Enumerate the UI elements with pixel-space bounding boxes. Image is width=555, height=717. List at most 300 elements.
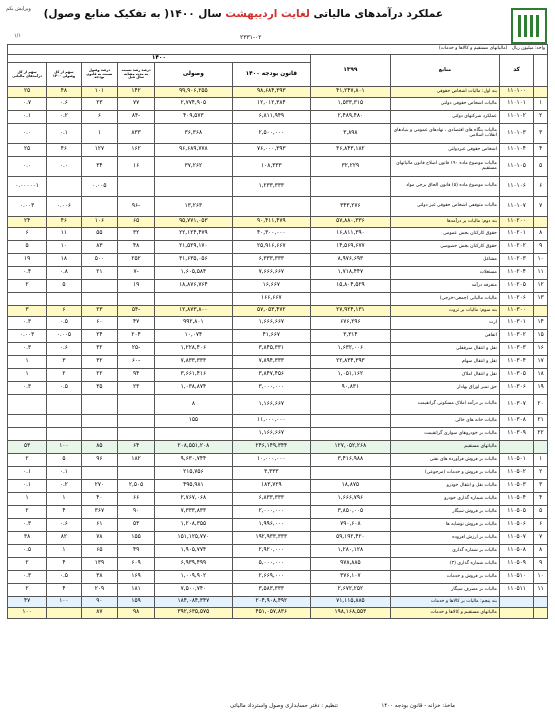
row-number: ۱۸ — [534, 369, 548, 382]
version-label: ویرایش یکم — [6, 6, 31, 12]
row-code: ۱۱۰۲۰۲ — [499, 241, 533, 254]
row-name: مالیات بر مصرف سیگار — [391, 584, 500, 597]
table-row — [8, 441, 548, 454]
value-pct-law: ۶۵ — [81, 545, 118, 558]
prepared-by: تنظیم : دفتر حسابداری وصول واسترداد مالیاتی — [230, 703, 338, 709]
value-law: ۴۰,۳۰۰,۰۰۰ — [232, 228, 310, 241]
value-share-sub: ۲ — [8, 454, 47, 467]
value-pct-growth: ۱۶ — [118, 157, 155, 177]
row-number: ۲۲ — [534, 428, 548, 441]
value-pct-law: ۵۰۰ — [81, 254, 118, 267]
table-row — [8, 454, 548, 467]
row-code: ۱۱۰۱۰۲ — [499, 111, 533, 124]
value-share-total: ۰.۵ — [47, 317, 81, 330]
value-share-total — [47, 293, 81, 306]
value-share-sub: ۲ — [8, 558, 47, 571]
value-share-total: ۲ — [47, 369, 81, 382]
value-law: ۲۴۶,۱۴۹,۳۴۴ — [232, 441, 310, 454]
value-pct-law: ۲۱ — [81, 267, 118, 280]
row-code: ۱۱۰۳۰۶ — [499, 382, 533, 395]
row-code: ۱۱۰۵۰۴ — [499, 493, 533, 506]
value-share-total — [47, 608, 81, 619]
value-pct-growth: ۱۹ — [118, 280, 155, 293]
row-code: ۱۱۰۳۰۰ — [499, 306, 533, 317]
table-row — [8, 267, 548, 280]
value-share-total: ۱ — [47, 545, 81, 558]
table-row — [8, 317, 548, 330]
col-1399: ۱۳۹۹ — [310, 55, 390, 87]
value-share-total: ۰.۶ — [47, 98, 81, 111]
value-pct-law: ۵۵ — [81, 228, 118, 241]
value-pct-growth: -۶۰ — [118, 356, 155, 369]
value-share-total: ۰.۰۰۵ — [47, 330, 81, 343]
value-pct-growth — [118, 177, 155, 197]
value-pct-growth: ۸۳۳ — [118, 124, 155, 144]
row-code: ۱۱۰۵۱۱ — [499, 584, 533, 597]
value-pct-growth: ۱۶۲ — [118, 144, 155, 157]
row-name: مالیات بر درآمد املاک مسکونی گرانقیمت — [391, 395, 500, 415]
row-number: ۱ — [534, 454, 548, 467]
value-collected: ۲۱,۵۲۹,۱۷۰ — [154, 241, 232, 254]
value-pct-growth: ۲,۵۰۵ — [118, 480, 155, 493]
value-pct-growth: ۴۷ — [118, 317, 155, 330]
value-1399 — [310, 177, 390, 197]
col-law: قانون بودجه ۱۴۰۰ — [232, 63, 310, 87]
value-share-total: ۴ — [47, 584, 81, 597]
value-1399: ۱,۵۳۳,۳۱۵ — [310, 98, 390, 111]
row-number: ۷ — [534, 197, 548, 217]
row-name: مالیات بر فروش سیگار — [391, 506, 500, 519]
value-pct-growth: ۲۰۴ — [118, 330, 155, 343]
value-law: ۱۸۳,۷۲۹ — [232, 480, 310, 493]
row-number: ۱۵ — [534, 330, 548, 343]
value-law: ۱,۲۳۳,۳۳۳ — [232, 177, 310, 197]
value-share-total — [47, 428, 81, 441]
value-pct-law: ۸۷ — [81, 608, 118, 619]
value-law: ۴۱,۶۶۷ — [232, 330, 310, 343]
value-share-sub: ۰.۱ — [8, 480, 47, 493]
value-pct-growth — [118, 293, 155, 306]
value-collected: ۳۹۲,۶۳۵,۵۷۵ — [154, 608, 232, 619]
value-1399: ۱۶,۸۱۱,۳۹۰ — [310, 228, 390, 241]
value-share-sub: ۲۴ — [8, 217, 47, 228]
value-pct-growth: ۲۳ — [118, 382, 155, 395]
value-pct-law: ۹۶ — [81, 454, 118, 467]
row-code: ۱۱۰۳۰۹ — [499, 428, 533, 441]
row-name: مالیات موضوع ماده ۱۹۰ قانون اصلاح قانون مالیاتهای مستقیم — [391, 157, 500, 177]
table-row — [8, 197, 548, 217]
row-number: ۵ — [534, 506, 548, 519]
table-row — [8, 111, 548, 124]
value-share-sub: ۲۵ — [8, 87, 47, 98]
value-law: ۲,۰۰۰,۰۰۰ — [232, 506, 310, 519]
value-pct-growth: ۹۴ — [118, 369, 155, 382]
table-subheader-row — [8, 45, 548, 55]
col-share-sub: سهم از کل درآمدهای مالیاتی — [8, 63, 47, 87]
value-law: ۲۵,۹۱۶,۶۶۷ — [232, 241, 310, 254]
value-law: ۳,۵۸۳,۳۳۳ — [232, 584, 310, 597]
value-share-total: ۰.۰ — [47, 157, 81, 177]
value-share-total: ۵ — [47, 280, 81, 293]
row-code: ۱۱۰۵۰۳ — [499, 480, 533, 493]
report-code: ۲۳۳۱-۰۲ — [240, 34, 262, 41]
value-law: ۲,۹۲۰,۰۰۰ — [232, 545, 310, 558]
row-code: ۱۱۰۳۰۷ — [499, 395, 533, 415]
row-code: ۱۱۰۲۰۶ — [499, 293, 533, 306]
organization-logo-icon — [511, 8, 547, 44]
row-name: مالیات مالیاتی (جمعی-خرجی) — [391, 293, 500, 306]
row-name: حق تمبر اوراق بهادار — [391, 382, 500, 395]
value-pct-growth: -۸۴ — [118, 111, 155, 124]
row-number: ۹ — [534, 241, 548, 254]
row-number — [534, 217, 548, 228]
value-share-sub: ۰.۰۰۳ — [8, 197, 47, 217]
table-row — [8, 571, 548, 584]
table-row — [8, 608, 548, 619]
value-pct-law: ۰.۰۰۵ — [81, 177, 118, 197]
value-share-sub: ۳ — [8, 306, 47, 317]
value-pct-growth: -۷ — [118, 267, 155, 280]
col-pct-law: درصد وصول نسبت به قانون بودجه — [81, 63, 118, 87]
value-collected: ۱۳,۲۶۳ — [154, 197, 232, 217]
value-law: ۶,۳۳۳,۳۳۳ — [232, 254, 310, 267]
value-collected — [154, 177, 232, 197]
row-number: ۱۰ — [534, 254, 548, 267]
value-collected: ۱,۲۰۸,۳۵۵ — [154, 519, 232, 532]
table-row — [8, 177, 548, 197]
value-collected: ۳,۶۶۱,۴۱۶ — [154, 369, 232, 382]
value-collected: ۷,۵۰۰,۷۴۰ — [154, 584, 232, 597]
value-pct-law — [81, 415, 118, 428]
row-code — [499, 441, 533, 454]
table-row — [8, 532, 548, 545]
row-number: ۶ — [534, 519, 548, 532]
row-name: حقوق کارکنان بخش خصوصی — [391, 241, 500, 254]
value-1399: ۱,۰۵۱,۱۶۲ — [310, 369, 390, 382]
value-pct-law: ۳۵ — [81, 382, 118, 395]
value-pct-law: ۳۲ — [81, 356, 118, 369]
value-1399: ۳۶,۸۴۳,۱۸۲ — [310, 144, 390, 157]
value-share-sub: ۰.۳ — [8, 571, 47, 584]
value-collected: ۹۹۲,۸۰۱ — [154, 317, 232, 330]
table-row — [8, 415, 548, 428]
value-collected: ۱,۰۰۹,۹۰۲ — [154, 571, 232, 584]
row-name: مستغلات — [391, 267, 500, 280]
row-code: ۱۱۰۳۰۲ — [499, 330, 533, 343]
row-name: مالیات بر خودروهای سواری گرانقیمت — [391, 428, 500, 441]
row-name: بند پنجم: مالیات بر کالاها و خدمات — [391, 597, 500, 608]
value-share-total: ۶ — [47, 306, 81, 317]
value-share-total: ۰.۶ — [47, 519, 81, 532]
value-share-sub: ۰.۰ — [8, 157, 47, 177]
value-pct-growth: ۶۴ — [118, 441, 155, 454]
value-law: ۱,۱۶۶,۶۶۷ — [232, 428, 310, 441]
value-1399: ۱,۶۶۶,۷۹۶ — [310, 493, 390, 506]
table-row — [8, 584, 548, 597]
row-number — [534, 597, 548, 608]
value-pct-growth: ۱۶۹ — [118, 571, 155, 584]
value-share-sub: ۱۹ — [8, 254, 47, 267]
value-1399: ۳,۸۵۰,۰۰۵ — [310, 506, 390, 519]
value-pct-law: ۱ — [81, 124, 118, 144]
value-pct-law: ۳۸ — [81, 571, 118, 584]
value-share-total: ۱۰۰ — [47, 441, 81, 454]
value-pct-law — [81, 428, 118, 441]
table-row — [8, 519, 548, 532]
table-row — [8, 98, 548, 111]
value-share-sub: ۰.۱ — [8, 111, 47, 124]
value-pct-growth — [118, 415, 155, 428]
value-1399: ۱۵,۸۰۴,۵۲۹ — [310, 280, 390, 293]
value-pct-growth: ۴۸ — [118, 241, 155, 254]
value-law: ۱۲,۰۱۲,۳۸۴ — [232, 98, 310, 111]
value-share-sub: ۰.۳ — [8, 317, 47, 330]
value-share-sub: ۰.۴ — [8, 267, 47, 280]
row-name: مالیات بنگاه های اقتصادی ، نهادهای عمومی و بنیادهای انقلاب اسلامی — [391, 124, 500, 144]
row-code: ۱۱۰۱۰۶ — [499, 177, 533, 197]
value-share-sub: ۰.۵ — [8, 545, 47, 558]
value-share-total: ۰.۵ — [47, 382, 81, 395]
value-collected: ۱۸,۸۷۶,۷۶۴ — [154, 280, 232, 293]
value-pct-growth: ۴۹ — [118, 545, 155, 558]
row-number: ۲ — [534, 111, 548, 124]
value-law: ۱۰۸,۳۳۳ — [232, 157, 310, 177]
table-row — [8, 306, 548, 317]
row-number: ۱۹ — [534, 382, 548, 395]
row-name: مالیاتهای مستقیم و کالاها و خدمات — [391, 608, 500, 619]
row-code: ۱۱۰۵۰۷ — [499, 532, 533, 545]
row-number: ۱۱ — [534, 267, 548, 280]
row-name: بند دوم: مالیات بر درآمدها — [391, 217, 500, 228]
value-share-total: ۰.۶ — [47, 343, 81, 356]
row-code — [499, 608, 533, 619]
value-share-total: ۰.۲ — [47, 111, 81, 124]
table-row — [8, 144, 548, 157]
col-1400: ۱۴۰۰ — [8, 55, 311, 63]
value-share-sub: ۱ — [8, 356, 47, 369]
value-law: ۶,۸۱۱,۹۴۹ — [232, 111, 310, 124]
table-row — [8, 87, 548, 98]
value-law: ۱۰,۰۰۰,۰۰۰ — [232, 454, 310, 467]
row-code: ۱۱۰۲۰۰ — [499, 217, 533, 228]
value-pct-law: ۲۷۰ — [81, 480, 118, 493]
row-number — [534, 608, 548, 619]
row-name: مالیات بر شماره گذاری — [391, 545, 500, 558]
value-1399: ۱,۲۸۰,۱۲۸ — [310, 545, 390, 558]
page-number: ۱/۱ — [14, 33, 22, 39]
row-code: ۱۱۰۲۰۴ — [499, 267, 533, 280]
value-share-sub: ۲ — [8, 584, 47, 597]
value-pct-law — [81, 280, 118, 293]
row-number: ۲۱ — [534, 415, 548, 428]
value-law: ۷,۸۹۴,۳۳۳ — [232, 356, 310, 369]
value-pct-growth: ۶۵ — [118, 217, 155, 228]
row-code: ۱۱۰۱۰۴ — [499, 144, 533, 157]
value-law: ۳,۸۴۵,۳۳۱ — [232, 343, 310, 356]
value-pct-growth: ۱۵۵ — [118, 532, 155, 545]
row-name: مالیات شماره گذاری خودرو — [391, 493, 500, 506]
value-pct-law: ۱۰۱ — [81, 87, 118, 98]
value-collected: ۷,۸۳۳,۳۳۳ — [154, 356, 232, 369]
value-collected: ۹۵,۷۷۱,۰۵۳ — [154, 217, 232, 228]
value-collected: ۴۰۹,۵۷۳ — [154, 111, 232, 124]
value-share-sub — [8, 428, 47, 441]
value-share-total — [47, 395, 81, 415]
year-header-row — [8, 55, 548, 63]
row-number: ۱۳ — [534, 293, 548, 306]
row-name: مالیات بر فروش و خدمات (مرجوعی) — [391, 467, 500, 480]
value-collected: ۱۵۱,۱۲۵,۷۷۰ — [154, 532, 232, 545]
row-code: ۱۱۰۵۰۸ — [499, 545, 533, 558]
value-law: ۱,۶۶۶,۶۶۷ — [232, 317, 310, 330]
title-period: لغایت اردیبهشت — [225, 8, 310, 20]
value-share-total: ۱ — [47, 493, 81, 506]
table-row — [8, 382, 548, 395]
value-law: ۱۹۲,۹۳۳,۳۳۳ — [232, 532, 310, 545]
row-number — [534, 87, 548, 98]
value-collected: ۲۱۵,۷۵۶ — [154, 467, 232, 480]
table-row — [8, 395, 548, 415]
value-collected: ۱,۲۲۸,۴۰۶ — [154, 343, 232, 356]
value-1399: ۲,۶۷۲,۲۵۲ — [310, 584, 390, 597]
row-number — [534, 441, 548, 454]
value-share-total: ۴۶ — [47, 144, 81, 157]
value-collected: ۱۵۵ — [154, 415, 232, 428]
row-number: ۷ — [534, 532, 548, 545]
row-number: ۲ — [534, 467, 548, 480]
row-name: نقل و انتقال املاک — [391, 369, 500, 382]
value-pct-law: ۲۲ — [81, 369, 118, 382]
col-share-total: سهم از کل وصولی ۱۴۰۰ — [47, 63, 81, 87]
value-pct-growth — [118, 395, 155, 415]
row-name: مالیات بر فروش فرآورده های نفتی — [391, 454, 500, 467]
value-share-total: ۴۶ — [47, 217, 81, 228]
value-share-sub: ۱ — [8, 493, 47, 506]
row-name: اشخاص حقوقی غیردولتی — [391, 144, 500, 157]
table-row — [8, 369, 548, 382]
value-1399: ۹۰,۸۳۱ — [310, 382, 390, 395]
value-collected: ۹,۶۳۰,۷۴۴ — [154, 454, 232, 467]
row-code: ۱۱۰۵۰۲ — [499, 467, 533, 480]
value-pct-growth: ۶۶ — [118, 493, 155, 506]
value-law: ۴۵۱,۰۵۷,۸۳۶ — [232, 608, 310, 619]
value-1399: ۹۷۸,۸۸۵ — [310, 558, 390, 571]
value-share-total — [47, 415, 81, 428]
value-share-total: ۰.۲ — [47, 480, 81, 493]
value-law: ۱۶۶,۶۶۷ — [232, 293, 310, 306]
value-share-sub — [8, 415, 47, 428]
row-code: ۱۱۰۳۰۸ — [499, 415, 533, 428]
value-pct-law — [81, 197, 118, 217]
value-share-sub: ۲ — [8, 280, 47, 293]
value-share-sub: ۳۸ — [8, 532, 47, 545]
value-collected: ۲,۷۶۷,۰۶۸ — [154, 493, 232, 506]
table-row — [8, 343, 548, 356]
row-code: ۱۱۰۲۰۱ — [499, 228, 533, 241]
table-row — [8, 493, 548, 506]
value-1399: ۷۱,۱۱۵,۸۸۵ — [310, 597, 390, 608]
value-collected: ۲,۷۷۴,۹۰۵ — [154, 98, 232, 111]
row-name: مالیات نقل و انتقال خودرو — [391, 480, 500, 493]
value-collected: ۱,۹۰۵,۷۷۴ — [154, 545, 232, 558]
value-pct-law: ۶۰ — [81, 317, 118, 330]
row-code: ۱۱۰۳۰۵ — [499, 369, 533, 382]
value-share-total: ۸۲ — [47, 532, 81, 545]
value-law: ۳,۳۳۳ — [232, 467, 310, 480]
table-row — [8, 597, 548, 608]
unit-label: واحد: میلیون ریال — [511, 46, 545, 52]
col-collected: وصولی — [154, 63, 232, 87]
row-name: مشاغل — [391, 254, 500, 267]
source-note: ماخذ: خزانه - قانون بودجه ۱۴۰۰ — [381, 703, 455, 709]
value-collected: ۸ — [154, 395, 232, 415]
value-law — [232, 197, 310, 217]
table-row — [8, 241, 548, 254]
row-name: بند اول: مالیات اشخاص حقوقی — [391, 87, 500, 98]
value-1399: ۵۷,۸۸۰,۳۳۶ — [310, 217, 390, 228]
row-code: ۱۱۰۳۰۴ — [499, 356, 533, 369]
value-share-sub: ۰.۰۰۳ — [8, 330, 47, 343]
value-1399: ۲۷,۹۲۴,۱۳۱ — [310, 306, 390, 317]
report-header — [0, 0, 555, 50]
row-name: مالیات بر فروش و خدمات — [391, 571, 500, 584]
value-collected: ۹۶,۶۸۹,۷۷۸ — [154, 144, 232, 157]
value-collected: ۶,۹۳۹,۴۹۹ — [154, 558, 232, 571]
value-1399: ۳۲,۲۲۹ — [310, 157, 390, 177]
row-number: ۱۶ — [534, 343, 548, 356]
row-name: مالیات اشخاص حقوقی دولتی — [391, 98, 500, 111]
table-row — [8, 280, 548, 293]
value-1399 — [310, 293, 390, 306]
title-part-2: سال ۱۴۰۰( به تفکیک منابع وصول) — [43, 8, 222, 20]
value-share-total: ۴ — [47, 506, 81, 519]
table-row — [8, 293, 548, 306]
value-pct-growth: ۱۴۲ — [118, 87, 155, 98]
col-pct-growth: درصد رشد نسبت به مدت مشابه سال قبل — [118, 63, 155, 87]
value-pct-law: ۸۳ — [81, 241, 118, 254]
row-code — [499, 597, 533, 608]
value-pct-law: ۹۰ — [81, 597, 118, 608]
value-pct-law: ۲۰۹ — [81, 584, 118, 597]
value-1399: ۸,۹۷۶,۶۹۳ — [310, 254, 390, 267]
value-collected: ۲۰۸,۵۵۱,۲۰۸ — [154, 441, 232, 454]
value-share-sub: ۰.۳ — [8, 343, 47, 356]
value-share-total: ۴ — [47, 558, 81, 571]
value-pct-growth: ۱۸۱ — [118, 584, 155, 597]
value-pct-law: ۳۴ — [81, 157, 118, 177]
row-number: ۴ — [534, 493, 548, 506]
value-pct-law — [81, 467, 118, 480]
value-1399: ۳,۸۹۸ — [310, 124, 390, 144]
value-share-sub: ۵۳ — [8, 441, 47, 454]
value-1399 — [310, 415, 390, 428]
table-row — [8, 428, 548, 441]
value-law: ۱۱,۰۰۰,۰۰۰ — [232, 415, 310, 428]
value-collected — [154, 293, 232, 306]
table-row — [8, 356, 548, 369]
value-1399: ۱۹۸,۱۶۸,۵۵۳ — [310, 608, 390, 619]
table-row — [8, 217, 548, 228]
row-code: ۱۱۰۲۰۵ — [499, 280, 533, 293]
table-row — [8, 228, 548, 241]
table-row — [8, 157, 548, 177]
value-share-total: ۰.۱ — [47, 124, 81, 144]
value-1399: ۱۴,۵۶۹,۶۷۷ — [310, 241, 390, 254]
value-pct-law: ۲۳ — [81, 98, 118, 111]
value-share-total: ۵ — [47, 454, 81, 467]
value-pct-growth — [118, 428, 155, 441]
row-number: ۳ — [534, 480, 548, 493]
